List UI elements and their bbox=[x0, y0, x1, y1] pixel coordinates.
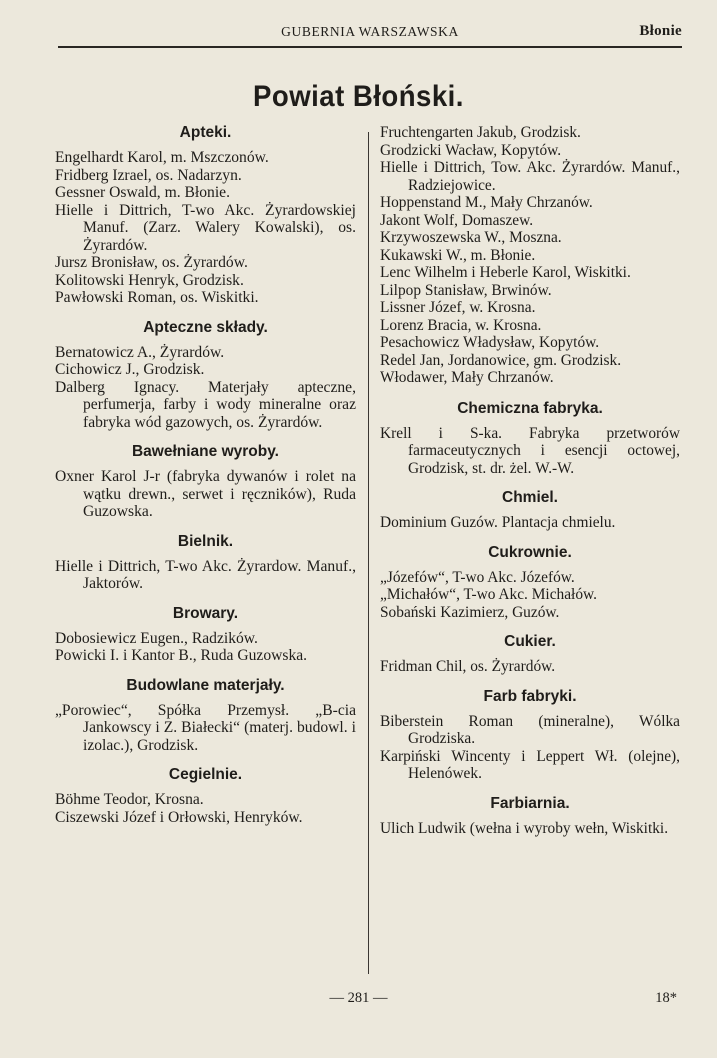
directory-entry: Lilpop Stanisław, Brwinów. bbox=[380, 281, 552, 299]
directory-entry: Gessner Oswald, m. Błonie. bbox=[55, 184, 230, 201]
directory-entry: Bernatowicz A., Żyrardów. bbox=[55, 343, 225, 361]
directory-entry: Krzywoszewska W., Moszna. bbox=[380, 229, 562, 246]
directory-entry: Krell i S-ka. Fabryka przetworów farmaceutycznych i esencji octowej, Grodzisk, st. dr. żel. W.-W. bbox=[380, 424, 680, 477]
directory-entry: Hielle i Dittrich, T-wo Akc. Żyrardowskiej Manuf. (Zarz. Walery Kowalski), os. Żyrardów. bbox=[55, 201, 356, 254]
directory-entry: Włodawer, Mały Chrzanów. bbox=[380, 369, 554, 386]
directory-entry: Pawłowski Roman, os. Wiskitki. bbox=[55, 289, 259, 306]
directory-entry: Dominium Guzów. Plantacja chmielu. bbox=[380, 514, 616, 531]
right-sections bbox=[380, 400, 680, 838]
directory-entry: Lenc Wilhelm i Heberle Karol, Wiskitki. bbox=[380, 264, 631, 281]
directory-entry: Engelhardt Karol, m. Mszczonów. bbox=[55, 149, 269, 166]
category-section bbox=[380, 795, 680, 838]
category-section bbox=[380, 633, 680, 676]
directory-entry: Dalberg Ignacy. Materjały apteczne, perfumerja, farby i wody mineralne oraz fabryka wód gazowych, os. Żyrardów. bbox=[55, 378, 356, 431]
directory-entry: Lorenz Bracia, w. Krosna. bbox=[380, 316, 542, 334]
directory-entry: Fruchtengarten Jakub, Grodzisk. bbox=[380, 124, 581, 141]
right-column bbox=[380, 124, 680, 837]
category-heading: Bielnik. bbox=[177, 532, 234, 550]
category-heading: Farb fabryki. bbox=[483, 687, 577, 705]
directory-entry: Dobosiewicz Eugen., Radzików. bbox=[55, 629, 258, 647]
directory-entry: Pesachowicz Władysław, Kopytów. bbox=[380, 334, 600, 351]
directory-entry: Fridman Chil, os. Żyrardów. bbox=[380, 658, 556, 675]
directory-entry: Jursz Bronisław, os. Żyrardów. bbox=[55, 254, 248, 271]
continued-entries bbox=[380, 124, 680, 387]
directory-entry: Redel Jan, Jordanowice, gm. Grodzisk. bbox=[380, 351, 622, 369]
directory-entry: Hielle i Dittrich, T-wo Akc. Żyrardow. Manuf., Jaktorów. bbox=[55, 557, 356, 592]
category-section bbox=[380, 400, 680, 478]
category-heading: Chmiel. bbox=[502, 489, 558, 506]
category-heading: Cegielnie. bbox=[168, 766, 243, 783]
category-heading: Chemiczna fabryka. bbox=[457, 399, 603, 417]
directory-entry: Jakont Wolf, Domaszew. bbox=[380, 211, 534, 229]
directory-entry: Hielle i Dittrich, Tow. Akc. Żyrardów. Manuf., Radziejowice. bbox=[380, 159, 680, 194]
directory-entry: Biberstein Roman (mineralne), Wólka Grodziska. bbox=[380, 712, 680, 747]
running-head bbox=[58, 20, 682, 48]
category-section bbox=[55, 605, 356, 665]
category-section bbox=[55, 533, 356, 593]
directory-entry: Kolitowski Henryk, Grodzisk. bbox=[55, 271, 244, 289]
directory-entry: Ciszewski Józef i Orłowski, Henryków. bbox=[55, 808, 303, 826]
directory-entry: Sobański Kazimierz, Guzów. bbox=[380, 603, 560, 621]
directory-entry: Powicki I. i Kantor B., Ruda Guzowska. bbox=[55, 647, 308, 664]
category-heading: Bawełniane wyroby. bbox=[131, 443, 279, 460]
category-heading: Browary. bbox=[172, 604, 239, 622]
category-heading: Cukrownie. bbox=[488, 543, 572, 561]
province-header: GUBERNIA WARSZAWSKA bbox=[281, 24, 459, 39]
category-heading: Apteki. bbox=[179, 124, 232, 141]
category-heading: Cukier. bbox=[504, 633, 556, 650]
category-heading: Farbiarnia. bbox=[490, 794, 570, 812]
directory-entry: „Porowiec“, Spółka Przemysł. „B-cia Jankowscy i Z. Białecki“ (materj. budowl. i izolac.), Grodzisk. bbox=[55, 701, 356, 754]
category-heading: Budowlane materjały. bbox=[126, 676, 285, 694]
category-heading: Apteczne składy. bbox=[143, 318, 268, 336]
directory-entry: Oxner Karol J-r (fabryka dywanów i rolet na wątku drewn., serwet i ręczników), Ruda Guzowska. bbox=[55, 468, 356, 520]
directory-entry: Böhme Teodor, Krosna. bbox=[55, 791, 204, 808]
category-section bbox=[55, 124, 356, 307]
column-divider bbox=[368, 132, 369, 974]
directory-entry: „Michałów“, T-wo Akc. Michałów. bbox=[380, 586, 597, 603]
directory-entry: Grodzicki Wacław, Kopytów. bbox=[380, 141, 562, 159]
printer-signature: 18* bbox=[655, 990, 677, 1006]
directory-entry: Karpiński Wincenty i Leppert Wł. (olejne), Helenówek. bbox=[380, 747, 680, 782]
category-section bbox=[55, 677, 356, 755]
left-column bbox=[55, 124, 356, 826]
page-number: — 281 — bbox=[329, 990, 388, 1006]
directory-entry: Lissner Józef, w. Krosna. bbox=[380, 299, 536, 316]
page-title: Powiat Błoński. bbox=[253, 80, 464, 113]
page-footer bbox=[0, 990, 717, 1010]
category-section bbox=[380, 544, 680, 622]
category-section bbox=[55, 766, 356, 826]
category-section bbox=[380, 688, 680, 783]
directory-entry: Fridberg Izrael, os. Nadarzyn. bbox=[55, 166, 242, 184]
directory-entry: „Józefów“, T-wo Akc. Józefów. bbox=[380, 568, 575, 586]
category-section bbox=[380, 489, 680, 532]
directory-entry: Ulich Ludwik (wełna i wyroby wełn, Wiskitki. bbox=[380, 819, 669, 837]
category-section bbox=[55, 443, 356, 521]
directory-entry: Hoppenstand M., Mały Chrzanów. bbox=[380, 194, 593, 211]
directory-entry: Cichowicz J., Grodzisk. bbox=[55, 361, 205, 378]
category-section bbox=[55, 319, 356, 432]
directory-entry: Kukawski W., m. Błonie. bbox=[380, 246, 536, 264]
town-header: Błonie bbox=[639, 23, 682, 39]
